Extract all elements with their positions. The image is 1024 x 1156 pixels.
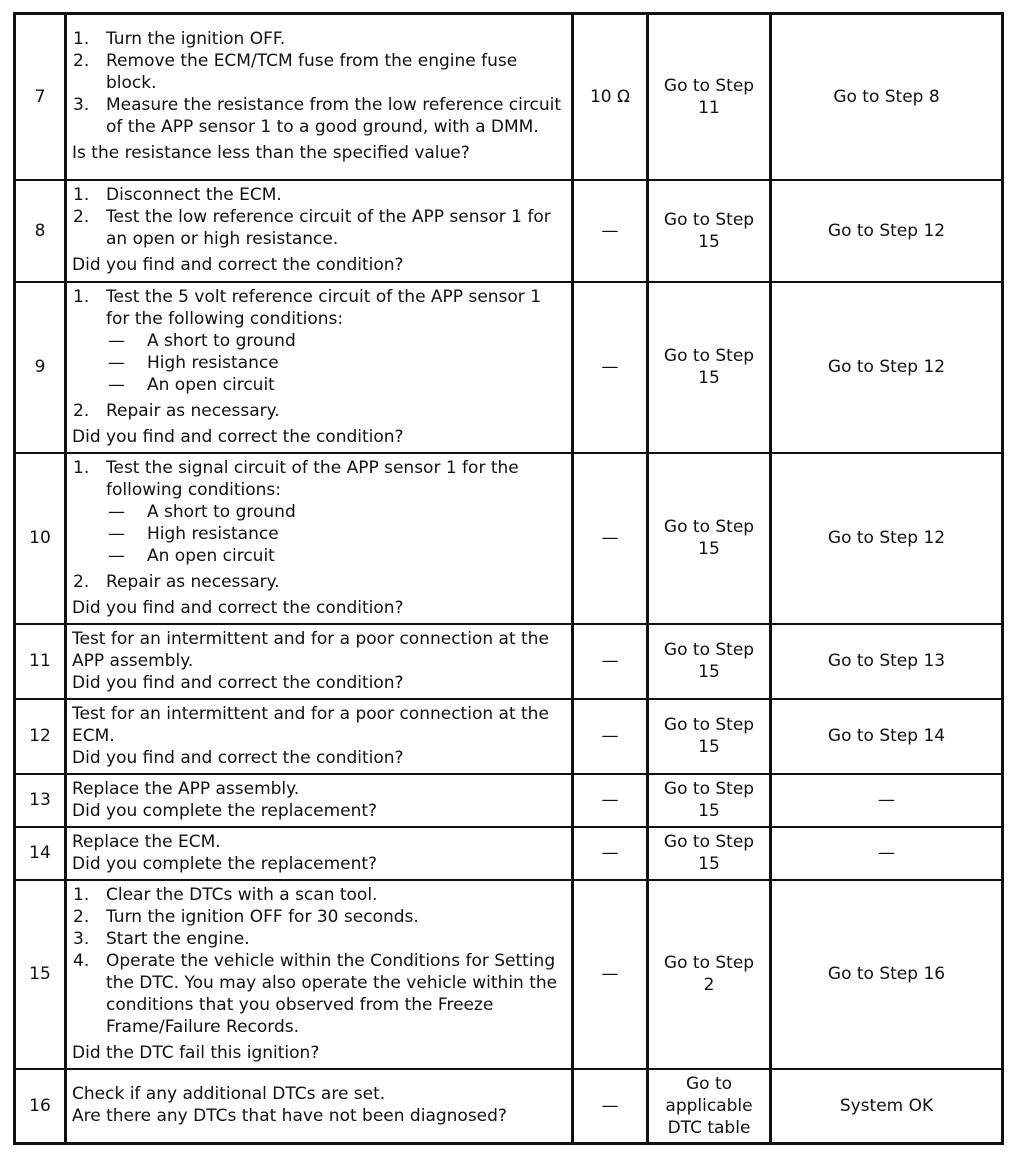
action-item: Repair as necessary. bbox=[106, 400, 280, 421]
table-row bbox=[15, 624, 1003, 699]
action-item: Test the signal circuit of the APP sensor 1 for the following conditions: bbox=[106, 457, 519, 500]
condition-item: An open circuit bbox=[147, 374, 275, 395]
action-cell bbox=[66, 699, 573, 774]
action-cell: 1. Disconnect the ECM. 2. Test the low reference circuit of the APP sensor 1 for an open or high resistance. Did you find and correct the condition? bbox=[66, 180, 573, 282]
table-row bbox=[15, 880, 1003, 1069]
condition-item: High resistance bbox=[147, 523, 279, 544]
no-cell: Go to Step 8 bbox=[771, 14, 1003, 180]
question-text: Did the DTC fail this ignition? bbox=[72, 1042, 320, 1063]
condition-item: High resistance bbox=[147, 352, 279, 373]
step-number: 10 bbox=[15, 453, 66, 624]
no-cell: — bbox=[771, 827, 1003, 880]
step-number: 8 bbox=[15, 180, 66, 282]
yes-cell: Go to Step 15 bbox=[648, 282, 771, 453]
value-cell: — bbox=[573, 282, 648, 453]
yes-cell: Go to Step 15 bbox=[648, 180, 771, 282]
action-cell: 1. Test the 5 volt reference circuit of the APP sensor 1 for the following conditions: — A short to ground — High resistance — An open circuit 2. Repair as necessary. Did you find and correct the condition? bbox=[66, 282, 573, 453]
step-number: 11 bbox=[15, 624, 66, 699]
table-row bbox=[15, 827, 1003, 880]
yes-cell: Go to Step 15 bbox=[648, 624, 771, 699]
step-number: 15 bbox=[15, 880, 66, 1069]
table-row bbox=[15, 699, 1003, 774]
condition-item: A short to ground bbox=[147, 330, 296, 351]
question-text: Did you find and correct the condition? bbox=[72, 672, 404, 693]
action-item: Clear the DTCs with a scan tool. bbox=[106, 884, 378, 905]
action-text: Check if any additional DTCs are set. bbox=[72, 1084, 386, 1105]
table-row bbox=[15, 774, 1003, 827]
action-item: Remove the ECM/TCM fuse from the engine fuse block. bbox=[106, 51, 518, 94]
action-text: Test for an intermittent and for a poor connection at the ECM. bbox=[72, 703, 549, 746]
action-item: Test the 5 volt reference circuit of the APP sensor 1 for the following conditions: bbox=[106, 286, 542, 329]
table-row bbox=[15, 1069, 1003, 1144]
action-text: Replace the APP assembly. bbox=[72, 778, 300, 799]
action-cell bbox=[66, 827, 573, 880]
condition-item: An open circuit bbox=[147, 545, 275, 566]
no-cell: Go to Step 12 bbox=[771, 282, 1003, 453]
value-cell: — bbox=[573, 774, 648, 827]
yes-cell: Go to Step 15 bbox=[648, 453, 771, 624]
action-cell: 1. Test the signal circuit of the APP sensor 1 for the following conditions: — A short to ground — High resistance — An open circuit 2. Repair as necessary. Did you find and correct the condition? bbox=[66, 453, 573, 624]
yes-cell: Go to Step 15 bbox=[648, 827, 771, 880]
action-item: Repair as necessary. bbox=[106, 571, 280, 592]
value-cell: — bbox=[573, 699, 648, 774]
table-row bbox=[15, 453, 1003, 624]
no-cell: Go to Step 14 bbox=[771, 699, 1003, 774]
step-number: 7 bbox=[15, 14, 66, 180]
no-cell: Go to Step 13 bbox=[771, 624, 1003, 699]
step-number: 13 bbox=[15, 774, 66, 827]
action-cell bbox=[66, 774, 573, 827]
action-cell bbox=[66, 1069, 573, 1144]
value-cell: — bbox=[573, 624, 648, 699]
yes-cell: Go to Step 11 bbox=[648, 14, 771, 180]
yes-cell: Go to Step 2 bbox=[648, 880, 771, 1069]
action-text: Test for an intermittent and for a poor connection at the APP assembly. bbox=[72, 628, 549, 671]
action-item: Start the engine. bbox=[106, 928, 250, 949]
action-item: Measure the resistance from the low reference circuit of the APP sensor 1 to a good ground, with a DMM. bbox=[106, 95, 562, 138]
table-row bbox=[15, 282, 1003, 453]
step-number: 14 bbox=[15, 827, 66, 880]
yes-cell: Go to applicable DTC table bbox=[648, 1069, 771, 1144]
yes-cell: Go to Step 15 bbox=[648, 774, 771, 827]
question-text: Did you complete the replacement? bbox=[72, 800, 378, 821]
no-cell: Go to Step 12 bbox=[771, 453, 1003, 624]
action-item: Operate the vehicle within the Conditions for Setting the DTC. You may also operate the vehicle within the conditions that you observed from the Freeze Frame/Failure Records. bbox=[106, 950, 558, 1037]
value-cell: 10 Ω bbox=[573, 14, 648, 180]
step-number: 12 bbox=[15, 699, 66, 774]
no-cell: — bbox=[771, 774, 1003, 827]
action-item: Test the low reference circuit of the APP sensor 1 for an open or high resistance. bbox=[106, 207, 551, 249]
question-text: Are there any DTCs that have not been diagnosed? bbox=[72, 1106, 507, 1127]
action-item: Turn the ignition OFF. bbox=[106, 29, 286, 50]
action-cell: 1. Clear the DTCs with a scan tool. 2. Turn the ignition OFF for 30 seconds. 3. Start the engine. 4. Operate the vehicle within the Conditions for Setting the DTC. You may also operate the vehicle within the conditions that you observed from the Freeze Frame/Failure Records. Did the DTC fail this ignition? bbox=[66, 880, 573, 1069]
value-cell: — bbox=[573, 1069, 648, 1144]
value-cell: — bbox=[573, 880, 648, 1069]
question-text: Is the resistance less than the specified value? bbox=[72, 143, 470, 164]
value-cell: — bbox=[573, 453, 648, 624]
no-cell: Go to Step 16 bbox=[771, 880, 1003, 1069]
action-item: Turn the ignition OFF for 30 seconds. bbox=[106, 906, 419, 927]
no-cell: System OK bbox=[771, 1069, 1003, 1144]
question-text: Did you find and correct the condition? bbox=[72, 255, 404, 275]
action-item: Disconnect the ECM. bbox=[106, 185, 282, 205]
value-cell: — bbox=[573, 180, 648, 282]
question-text: Did you find and correct the condition? bbox=[72, 597, 404, 618]
table-row bbox=[15, 180, 1003, 282]
step-number: 9 bbox=[15, 282, 66, 453]
value-cell: — bbox=[573, 827, 648, 880]
action-text: Replace the ECM. bbox=[72, 831, 221, 852]
action-cell bbox=[66, 624, 573, 699]
no-cell: Go to Step 12 bbox=[771, 180, 1003, 282]
yes-cell: Go to Step 15 bbox=[648, 699, 771, 774]
question-text: Did you find and correct the condition? bbox=[72, 747, 404, 768]
diagnostic-table bbox=[13, 12, 1004, 1145]
condition-item: A short to ground bbox=[147, 501, 296, 522]
question-text: Did you complete the replacement? bbox=[72, 853, 378, 874]
question-text: Did you find and correct the condition? bbox=[72, 426, 404, 447]
action-cell: 1. Turn the ignition OFF. 2. Remove the ECM/TCM fuse from the engine fuse block. 3. Measure the resistance from the low reference circuit of the APP sensor 1 to a good ground, with a DMM. Is the resistance less than the specified value? bbox=[66, 14, 573, 180]
table-row bbox=[15, 14, 1003, 180]
step-number: 16 bbox=[15, 1069, 66, 1144]
